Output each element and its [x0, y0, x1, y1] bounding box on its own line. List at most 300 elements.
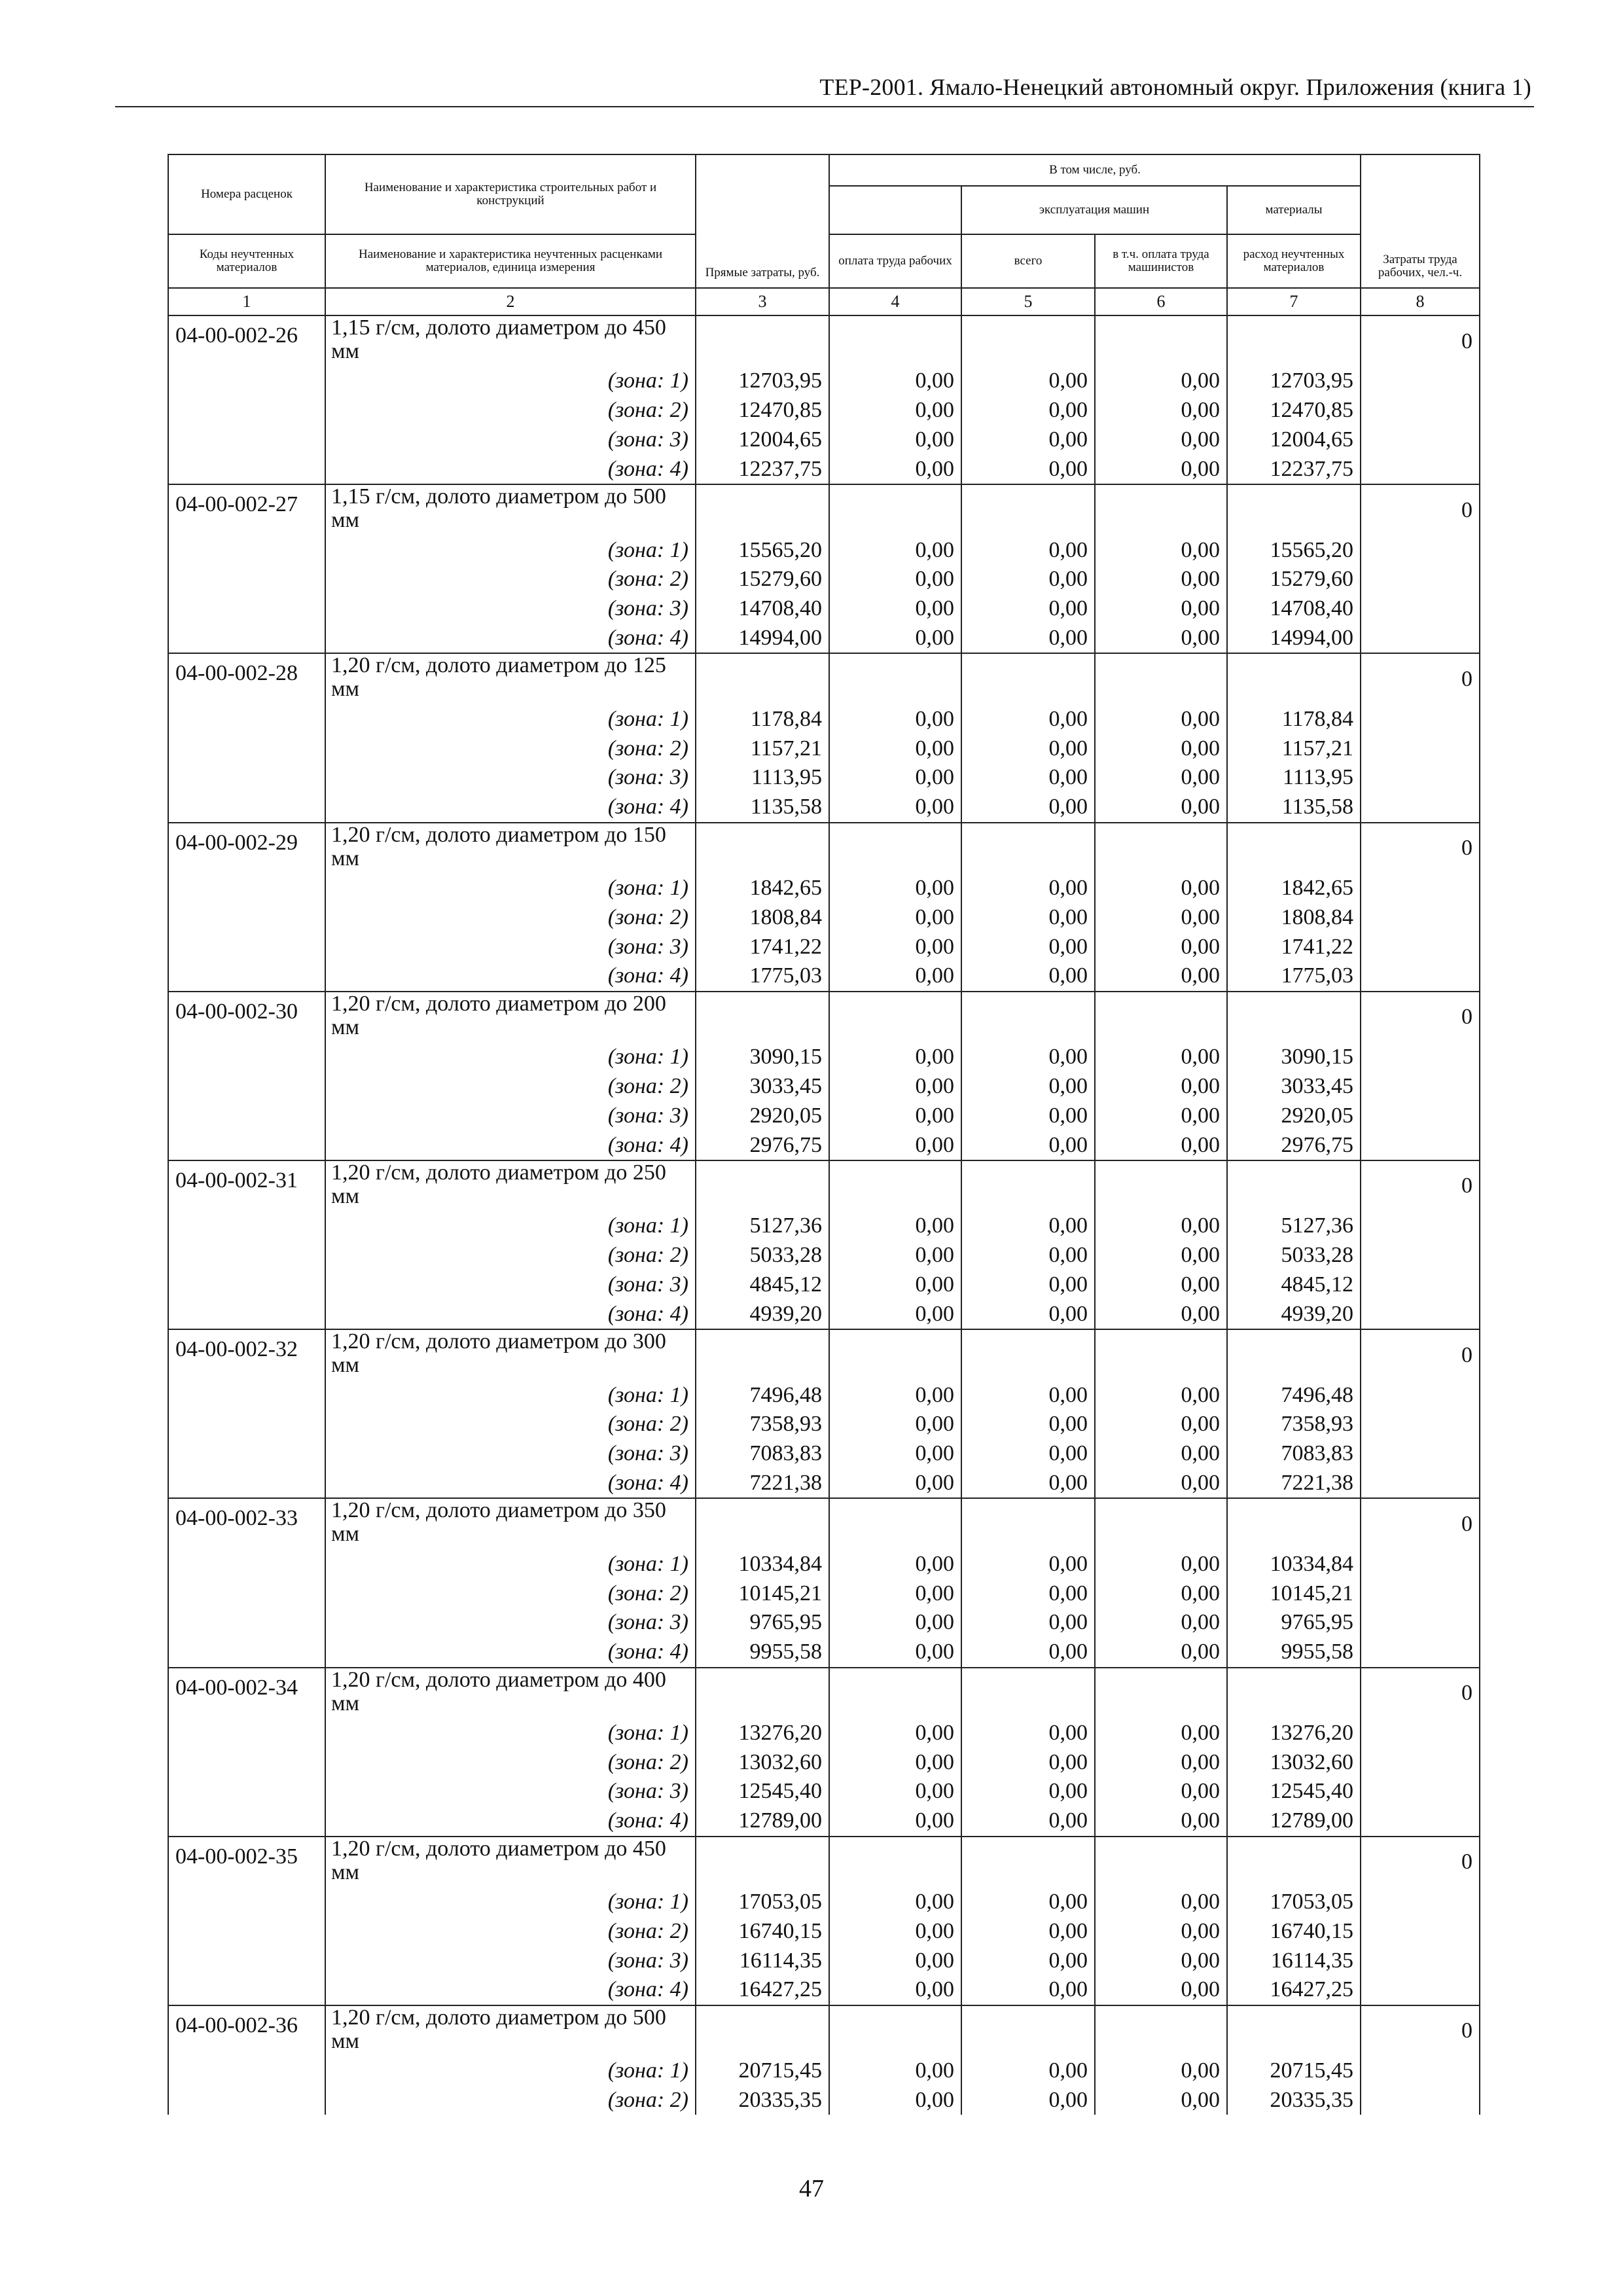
empty-cell [961, 484, 1095, 535]
machines-total: 0,00 [961, 1469, 1095, 1499]
machines-total: 0,00 [961, 734, 1095, 763]
empty-cell [1361, 793, 1480, 823]
empty-cell [696, 1498, 829, 1549]
empty-cell [1227, 823, 1361, 874]
zone-label: (зона: 3) [325, 1439, 696, 1469]
zone-label: (зона: 1) [325, 1888, 696, 1917]
zone-label: (зона: 2) [325, 1072, 696, 1102]
direct-cost: 7221,38 [696, 1469, 829, 1499]
machinist-pay: 0,00 [1095, 1130, 1227, 1160]
empty-cell [1227, 992, 1361, 1043]
zone-label: (зона: 2) [325, 1579, 696, 1608]
machines-total: 0,00 [961, 763, 1095, 793]
rate-entry-row [168, 484, 1480, 535]
worker-pay: 0,00 [829, 454, 961, 484]
zone-label: (зона: 3) [325, 1946, 696, 1975]
zone-row [168, 1410, 1480, 1439]
empty-cell [1227, 653, 1361, 704]
rate-title: 1,20 г/см, долото диаметром до 500 мм [325, 2005, 696, 2056]
direct-cost: 3090,15 [696, 1043, 829, 1072]
direct-cost: 16740,15 [696, 1916, 829, 1946]
header-machines-total: всего [961, 234, 1095, 288]
zone-row [168, 1579, 1480, 1608]
empty-cell [1361, 1270, 1480, 1300]
empty-cell [1361, 1410, 1480, 1439]
material-consumption: 12703,95 [1227, 367, 1361, 396]
zone-row [168, 1299, 1480, 1329]
zone-label: (зона: 3) [325, 763, 696, 793]
machines-total: 0,00 [961, 1549, 1095, 1579]
rate-entry-row [168, 1498, 1480, 1549]
material-consumption: 16740,15 [1227, 1916, 1361, 1946]
machinist-pay: 0,00 [1095, 1608, 1227, 1638]
empty-cell [1361, 734, 1480, 763]
machinist-pay: 0,00 [1095, 1072, 1227, 1102]
zone-row [168, 1130, 1480, 1160]
machinist-pay: 0,00 [1095, 2086, 1227, 2115]
worker-pay: 0,00 [829, 1439, 961, 1469]
empty-cell [1361, 1130, 1480, 1160]
zone-row [168, 367, 1480, 396]
zone-row [168, 1608, 1480, 1638]
empty-cell [1361, 903, 1480, 932]
material-consumption: 9955,58 [1227, 1638, 1361, 1668]
empty-cell [961, 653, 1095, 704]
labor-cost: 0 [1361, 1160, 1480, 1211]
material-consumption: 16114,35 [1227, 1946, 1361, 1975]
zone-label: (зона: 4) [325, 961, 696, 992]
empty-cell [1361, 1777, 1480, 1806]
machinist-pay: 0,00 [1095, 1241, 1227, 1270]
zone-row [168, 1439, 1480, 1469]
empty-cell [696, 2005, 829, 2056]
empty-cell [961, 1498, 1095, 1549]
empty-cell [1361, 594, 1480, 624]
empty-cell [1361, 1072, 1480, 1102]
machinist-pay: 0,00 [1095, 1101, 1227, 1130]
rate-title: 1,15 г/см, долото диаметром до 500 мм [325, 484, 696, 535]
zone-row [168, 932, 1480, 961]
worker-pay: 0,00 [829, 932, 961, 961]
worker-pay: 0,00 [829, 1975, 961, 2005]
direct-cost: 17053,05 [696, 1888, 829, 1917]
empty-cell [961, 1329, 1095, 1380]
empty-cell [1361, 2056, 1480, 2086]
machines-total: 0,00 [961, 396, 1095, 425]
zone-row [168, 396, 1480, 425]
zone-label: (зона: 2) [325, 396, 696, 425]
zone-row [168, 535, 1480, 565]
direct-cost: 2920,05 [696, 1101, 829, 1130]
empty-cell [829, 484, 961, 535]
machines-total: 0,00 [961, 1638, 1095, 1668]
direct-cost: 1113,95 [696, 763, 829, 793]
labor-cost: 0 [1361, 484, 1480, 535]
direct-cost: 1808,84 [696, 903, 829, 932]
zone-row [168, 1975, 1480, 2005]
machines-total: 0,00 [961, 1916, 1095, 1946]
machinist-pay: 0,00 [1095, 535, 1227, 565]
zone-label: (зона: 4) [325, 1130, 696, 1160]
zone-row [168, 1072, 1480, 1102]
material-consumption: 10145,21 [1227, 1579, 1361, 1608]
empty-cell [829, 1160, 961, 1211]
zone-row [168, 1946, 1480, 1975]
direct-cost: 1135,58 [696, 793, 829, 823]
direct-cost: 9765,95 [696, 1608, 829, 1638]
machines-total: 0,00 [961, 1806, 1095, 1837]
machines-total: 0,00 [961, 1608, 1095, 1638]
empty-cell [1095, 992, 1227, 1043]
worker-pay: 0,00 [829, 1101, 961, 1130]
material-consumption: 1741,22 [1227, 932, 1361, 961]
empty-cell [1361, 1043, 1480, 1072]
empty-cell [1095, 823, 1227, 874]
material-consumption: 12237,75 [1227, 454, 1361, 484]
zone-label: (зона: 1) [325, 1043, 696, 1072]
machinist-pay: 0,00 [1095, 961, 1227, 992]
rate-entry-row [168, 653, 1480, 704]
empty-cell [1361, 1549, 1480, 1579]
machines-total: 0,00 [961, 1270, 1095, 1300]
machines-total: 0,00 [961, 594, 1095, 624]
machinist-pay: 0,00 [1095, 734, 1227, 763]
rate-code: 04-00-002-33 [168, 1498, 325, 1667]
worker-pay: 0,00 [829, 1719, 961, 1748]
rate-title: 1,20 г/см, долото диаметром до 450 мм [325, 1837, 696, 1888]
empty-cell [1095, 1498, 1227, 1549]
zone-row [168, 1469, 1480, 1499]
zone-row [168, 565, 1480, 594]
machinist-pay: 0,00 [1095, 1043, 1227, 1072]
empty-cell [1227, 1668, 1361, 1719]
zone-label: (зона: 4) [325, 1299, 696, 1329]
empty-cell [1227, 1498, 1361, 1549]
machines-total: 0,00 [961, 1241, 1095, 1270]
empty-cell [1361, 932, 1480, 961]
header-worker-pay: оплата труда рабочих [829, 234, 961, 288]
machines-total: 0,00 [961, 2056, 1095, 2086]
zone-label: (зона: 1) [325, 367, 696, 396]
machines-total: 0,00 [961, 1975, 1095, 2005]
machines-total: 0,00 [961, 1579, 1095, 1608]
worker-pay: 0,00 [829, 1608, 961, 1638]
machines-total: 0,00 [961, 454, 1095, 484]
column-number: 8 [1361, 288, 1480, 315]
material-consumption: 13276,20 [1227, 1719, 1361, 1748]
rate-code: 04-00-002-26 [168, 315, 325, 484]
rate-title: 1,20 г/см, долото диаметром до 300 мм [325, 1329, 696, 1380]
machinist-pay: 0,00 [1095, 1299, 1227, 1329]
rate-entry-row [168, 1668, 1480, 1719]
zone-row [168, 903, 1480, 932]
empty-cell [961, 1668, 1095, 1719]
column-number: 2 [325, 288, 696, 315]
material-consumption: 10334,84 [1227, 1549, 1361, 1579]
direct-cost: 20335,35 [696, 2086, 829, 2115]
empty-cell [1361, 565, 1480, 594]
worker-pay: 0,00 [829, 903, 961, 932]
worker-pay: 0,00 [829, 1946, 961, 1975]
machines-total: 0,00 [961, 932, 1095, 961]
direct-cost: 1157,21 [696, 734, 829, 763]
zone-row [168, 874, 1480, 903]
machines-total: 0,00 [961, 1101, 1095, 1130]
worker-pay: 0,00 [829, 793, 961, 823]
labor-cost: 0 [1361, 1329, 1480, 1380]
worker-pay: 0,00 [829, 2086, 961, 2115]
direct-cost: 7358,93 [696, 1410, 829, 1439]
zone-row [168, 594, 1480, 624]
material-consumption: 16427,25 [1227, 1975, 1361, 2005]
empty-cell [829, 1329, 961, 1380]
zone-label: (зона: 1) [325, 535, 696, 565]
machines-total: 0,00 [961, 425, 1095, 455]
machinist-pay: 0,00 [1095, 2056, 1227, 2086]
machinist-pay: 0,00 [1095, 1975, 1227, 2005]
direct-cost: 10334,84 [696, 1549, 829, 1579]
empty-cell [1095, 1837, 1227, 1888]
rate-entry-row [168, 1837, 1480, 1888]
material-consumption: 4845,12 [1227, 1270, 1361, 1300]
machines-total: 0,00 [961, 1043, 1095, 1072]
direct-cost: 3033,45 [696, 1072, 829, 1102]
empty-cell [1361, 704, 1480, 734]
zone-row [168, 1916, 1480, 1946]
machinist-pay: 0,00 [1095, 903, 1227, 932]
material-consumption: 17053,05 [1227, 1888, 1361, 1917]
rate-code: 04-00-002-32 [168, 1329, 325, 1498]
empty-cell [1361, 961, 1480, 992]
material-consumption: 9765,95 [1227, 1608, 1361, 1638]
empty-cell [1361, 1608, 1480, 1638]
empty-cell [1361, 1916, 1480, 1946]
zone-label: (зона: 1) [325, 1380, 696, 1410]
machines-total: 0,00 [961, 793, 1095, 823]
zone-label: (зона: 2) [325, 2086, 696, 2115]
zone-row [168, 704, 1480, 734]
worker-pay: 0,00 [829, 1777, 961, 1806]
empty-cell [1361, 1101, 1480, 1130]
machines-total: 0,00 [961, 1719, 1095, 1748]
empty-cell [1361, 1579, 1480, 1608]
worker-pay: 0,00 [829, 1579, 961, 1608]
material-consumption: 5127,36 [1227, 1211, 1361, 1241]
zone-row [168, 425, 1480, 455]
material-consumption: 15279,60 [1227, 565, 1361, 594]
header-machinist-pay: в т.ч. оплата труда машинистов [1095, 234, 1227, 288]
table-body [168, 315, 1480, 2115]
machines-total: 0,00 [961, 1299, 1095, 1329]
direct-cost: 12004,65 [696, 425, 829, 455]
zone-label: (зона: 3) [325, 594, 696, 624]
machines-total: 0,00 [961, 903, 1095, 932]
direct-cost: 2976,75 [696, 1130, 829, 1160]
machines-total: 0,00 [961, 874, 1095, 903]
zone-label: (зона: 3) [325, 932, 696, 961]
machinist-pay: 0,00 [1095, 1806, 1227, 1837]
empty-cell [829, 1837, 961, 1888]
material-consumption: 7358,93 [1227, 1410, 1361, 1439]
empty-cell [961, 315, 1095, 367]
zone-row [168, 1888, 1480, 1917]
zone-row [168, 1270, 1480, 1300]
zone-label: (зона: 4) [325, 454, 696, 484]
worker-pay: 0,00 [829, 1211, 961, 1241]
machinist-pay: 0,00 [1095, 874, 1227, 903]
rate-title: 1,20 г/см, долото диаметром до 350 мм [325, 1498, 696, 1549]
machines-total: 0,00 [961, 1439, 1095, 1469]
zone-row [168, 1549, 1480, 1579]
direct-cost: 12237,75 [696, 454, 829, 484]
machines-total: 0,00 [961, 1130, 1095, 1160]
zone-label: (зона: 2) [325, 734, 696, 763]
material-consumption: 12004,65 [1227, 425, 1361, 455]
material-consumption: 20715,45 [1227, 2056, 1361, 2086]
direct-cost: 7083,83 [696, 1439, 829, 1469]
empty-cell [1361, 1638, 1480, 1668]
zone-label: (зона: 4) [325, 1638, 696, 1668]
worker-pay: 0,00 [829, 396, 961, 425]
rate-code: 04-00-002-27 [168, 484, 325, 653]
empty-cell [961, 1837, 1095, 1888]
machinist-pay: 0,00 [1095, 1638, 1227, 1668]
direct-cost: 1842,65 [696, 874, 829, 903]
zone-label: (зона: 4) [325, 1975, 696, 2005]
zone-row [168, 1719, 1480, 1748]
machines-total: 0,00 [961, 2086, 1095, 2115]
empty-cell [696, 653, 829, 704]
zone-label: (зона: 3) [325, 1101, 696, 1130]
empty-cell [829, 2005, 961, 2056]
zone-row [168, 793, 1480, 823]
direct-cost: 9955,58 [696, 1638, 829, 1668]
column-numbers-row [168, 288, 1480, 315]
empty-cell [1361, 1806, 1480, 1837]
column-number: 5 [961, 288, 1095, 315]
empty-cell [1361, 874, 1480, 903]
worker-pay: 0,00 [829, 535, 961, 565]
machinist-pay: 0,00 [1095, 1719, 1227, 1748]
worker-pay: 0,00 [829, 624, 961, 654]
zone-label: (зона: 1) [325, 1211, 696, 1241]
zone-row [168, 734, 1480, 763]
machinist-pay: 0,00 [1095, 594, 1227, 624]
empty-cell [1227, 1329, 1361, 1380]
worker-pay: 0,00 [829, 1270, 961, 1300]
empty-cell [961, 992, 1095, 1043]
material-consumption: 14708,40 [1227, 594, 1361, 624]
empty-cell [1361, 1946, 1480, 1975]
machines-total: 0,00 [961, 961, 1095, 992]
direct-cost: 15279,60 [696, 565, 829, 594]
empty-cell [1095, 653, 1227, 704]
worker-pay: 0,00 [829, 565, 961, 594]
header-material-codes: Коды неучтенных материалов [168, 234, 325, 288]
running-header-title: ТЕР-2001. Ямало-Ненецкий автономный округ. Приложения (книга 1) [819, 74, 1531, 100]
rate-code: 04-00-002-34 [168, 1668, 325, 1837]
direct-cost: 12789,00 [696, 1806, 829, 1837]
direct-cost: 13032,60 [696, 1748, 829, 1777]
zone-label: (зона: 2) [325, 1916, 696, 1946]
empty-cell [1095, 1329, 1227, 1380]
zone-row [168, 1380, 1480, 1410]
zone-row [168, 1043, 1480, 1072]
empty-cell [829, 1668, 961, 1719]
empty-cell [1361, 535, 1480, 565]
material-consumption: 1775,03 [1227, 961, 1361, 992]
material-consumption: 1113,95 [1227, 763, 1361, 793]
worker-pay: 0,00 [829, 1638, 961, 1668]
rate-code: 04-00-002-30 [168, 992, 325, 1160]
machines-total: 0,00 [961, 624, 1095, 654]
empty-cell [829, 653, 961, 704]
material-consumption: 1135,58 [1227, 793, 1361, 823]
rate-code: 04-00-002-29 [168, 823, 325, 992]
empty-cell [1227, 1160, 1361, 1211]
zone-label: (зона: 1) [325, 1549, 696, 1579]
column-number: 7 [1227, 288, 1361, 315]
worker-pay: 0,00 [829, 1072, 961, 1102]
material-consumption: 1157,21 [1227, 734, 1361, 763]
direct-cost: 14994,00 [696, 624, 829, 654]
material-consumption: 3090,15 [1227, 1043, 1361, 1072]
zone-label: (зона: 2) [325, 903, 696, 932]
material-consumption: 5033,28 [1227, 1241, 1361, 1270]
worker-pay: 0,00 [829, 1888, 961, 1917]
direct-cost: 4939,20 [696, 1299, 829, 1329]
material-consumption: 12470,85 [1227, 396, 1361, 425]
rate-code: 04-00-002-28 [168, 653, 325, 822]
machinist-pay: 0,00 [1095, 1777, 1227, 1806]
rate-entry-row [168, 1329, 1480, 1380]
machinist-pay: 0,00 [1095, 425, 1227, 455]
labor-cost: 0 [1361, 823, 1480, 874]
labor-cost: 0 [1361, 1837, 1480, 1888]
empty-cell [696, 1329, 829, 1380]
material-consumption: 2920,05 [1227, 1101, 1361, 1130]
empty-cell [1361, 1719, 1480, 1748]
machines-total: 0,00 [961, 1748, 1095, 1777]
empty-cell [829, 315, 961, 367]
zone-label: (зона: 4) [325, 1806, 696, 1837]
worker-pay: 0,00 [829, 1410, 961, 1439]
machinist-pay: 0,00 [1095, 1211, 1227, 1241]
labor-cost: 0 [1361, 2005, 1480, 2056]
material-consumption: 7221,38 [1227, 1469, 1361, 1499]
zone-label: (зона: 1) [325, 704, 696, 734]
machines-total: 0,00 [961, 1946, 1095, 1975]
empty-cell [1361, 425, 1480, 455]
empty-cell [1095, 484, 1227, 535]
zone-label: (зона: 2) [325, 1241, 696, 1270]
material-consumption: 12545,40 [1227, 1777, 1361, 1806]
zone-label: (зона: 3) [325, 1270, 696, 1300]
zone-label: (зона: 4) [325, 1469, 696, 1499]
material-consumption: 2976,75 [1227, 1130, 1361, 1160]
direct-cost: 7496,48 [696, 1380, 829, 1410]
zone-row [168, 961, 1480, 992]
header-work-name: Наименование и характеристика строительных работ и конструкций [325, 154, 696, 234]
worker-pay: 0,00 [829, 1130, 961, 1160]
worker-pay: 0,00 [829, 1380, 961, 1410]
worker-pay: 0,00 [829, 1241, 961, 1270]
machinist-pay: 0,00 [1095, 932, 1227, 961]
machines-total: 0,00 [961, 1072, 1095, 1102]
column-number: 3 [696, 288, 829, 315]
direct-cost: 16427,25 [696, 1975, 829, 2005]
machines-total: 0,00 [961, 1777, 1095, 1806]
